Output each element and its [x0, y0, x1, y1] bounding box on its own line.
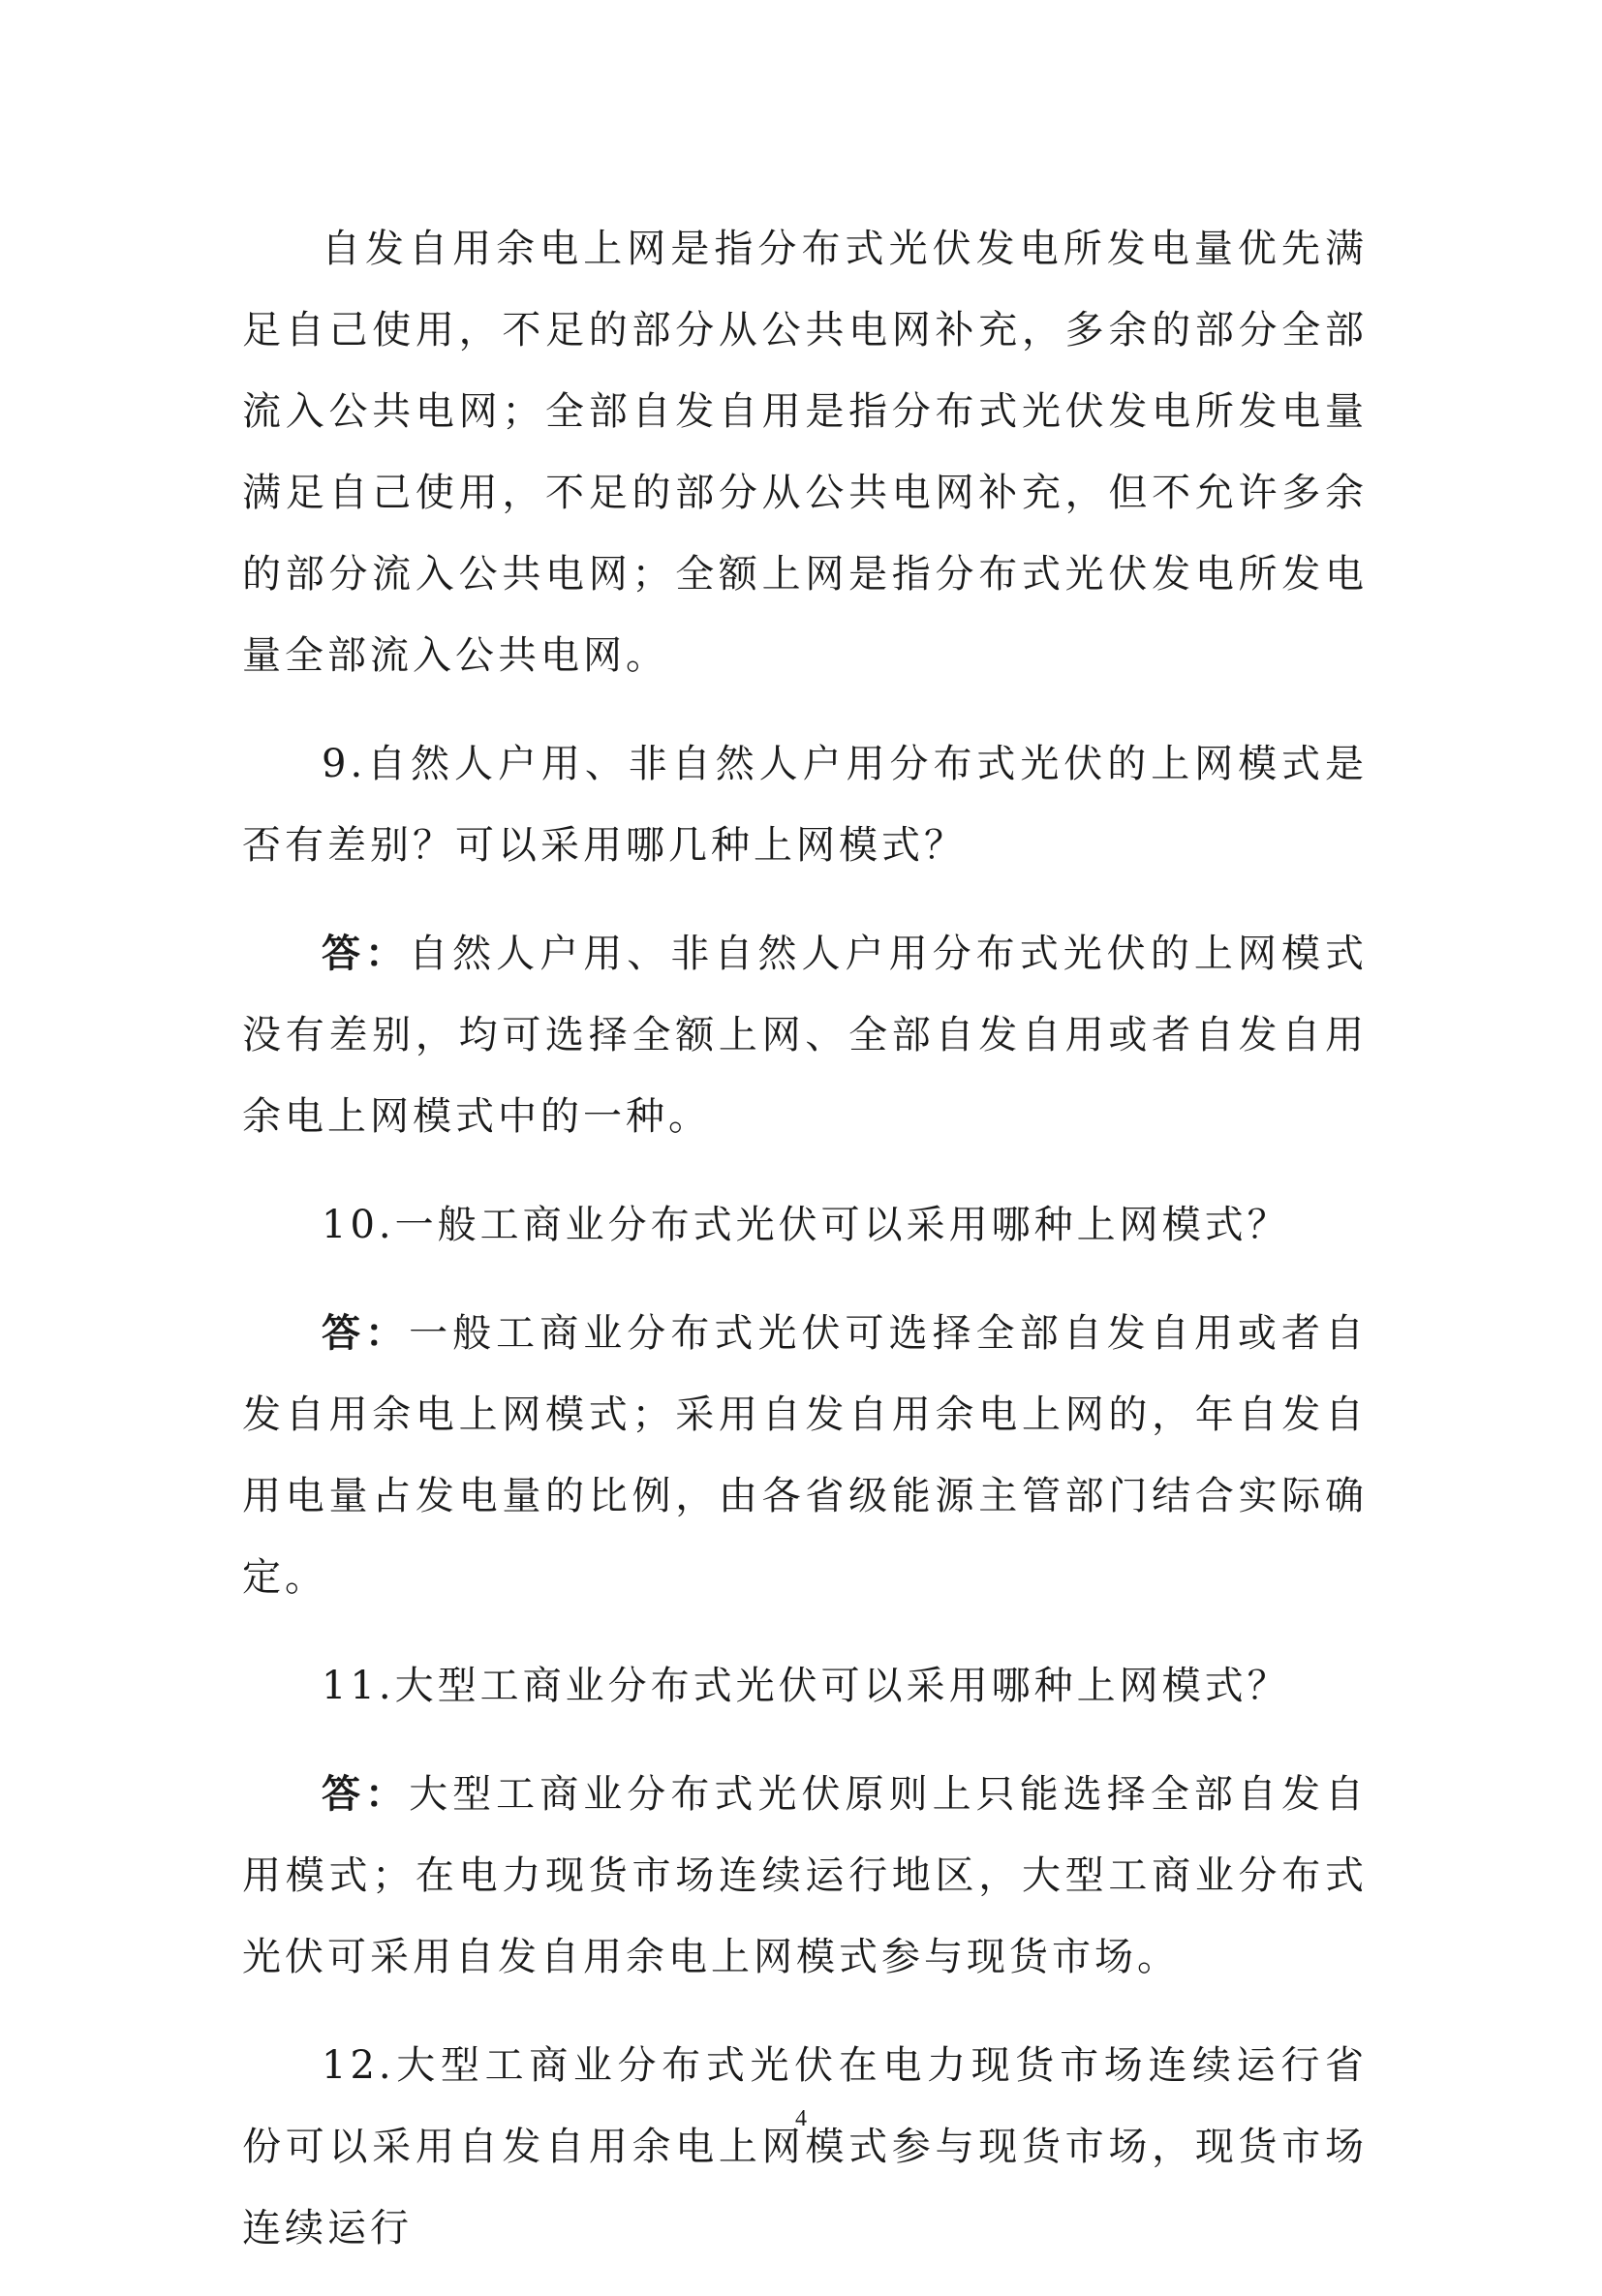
question-text: 11.大型工商业分布式光伏可以采用哪种上网模式？: [322, 1664, 1290, 1708]
answer-label: 答：: [322, 1771, 410, 1817]
answer-9: [242, 913, 1368, 1157]
answer-text: 一般工商业分布式光伏可选择全部自发自用或者自发自用余电上网模式；采用自发自用余电上网的，年自发自用电量占发电量的比例，由各省级能源主管部门结合实际确定。: [242, 1311, 1369, 1600]
page-number: 4: [795, 2106, 807, 2131]
answer-11: [242, 1754, 1368, 1998]
question-10: [242, 1184, 1368, 1266]
paragraph-grid-modes-definition: [242, 208, 1368, 696]
question-12: [242, 2025, 1368, 2269]
answer-label: 答：: [322, 1310, 410, 1356]
answer-10: [242, 1293, 1368, 1618]
question-text: 10.一般工商业分布式光伏可以采用哪种上网模式？: [322, 1203, 1290, 1247]
paragraph-text: 自发自用余电上网是指分布式光伏发电所发电量优先满足自己使用，不足的部分从公共电网补充，多余的部分全部流入公共电网；全部自发自用是指分布式光伏发电所发电量满足自己使用，不足的部分从公共电网补充，但不允许多余的部分流入公共电网；全额上网是指分布式光伏发电所发电量全部流入公共电网。: [242, 227, 1368, 678]
question-text: 9.自然人户用、非自然人户用分布式光伏的上网模式是否有差别？可以采用哪几种上网模式？: [242, 742, 1368, 868]
answer-text: 大型工商业分布式光伏原则上只能选择全部自发自用模式；在电力现货市场连续运行地区，大型工商业分布式光伏可采用自发自用余电上网模式参与现货市场。: [242, 1772, 1369, 1979]
question-9: [242, 723, 1368, 886]
question-11: [242, 1645, 1368, 1727]
answer-text: 自然人户用、非自然人户用分布式光伏的上网模式没有差别，均可选择全额上网、全部自发自用或者自发自用余电上网模式中的一种。: [242, 932, 1369, 1139]
answer-label: 答：: [322, 931, 410, 976]
question-text: 12.大型工商业分布式光伏在电力现货市场连续运行省份可以采用自发自用余电上网模式参与现货市场，现货市场连续运行: [242, 2043, 1368, 2250]
document-body: [242, 208, 1368, 2296]
